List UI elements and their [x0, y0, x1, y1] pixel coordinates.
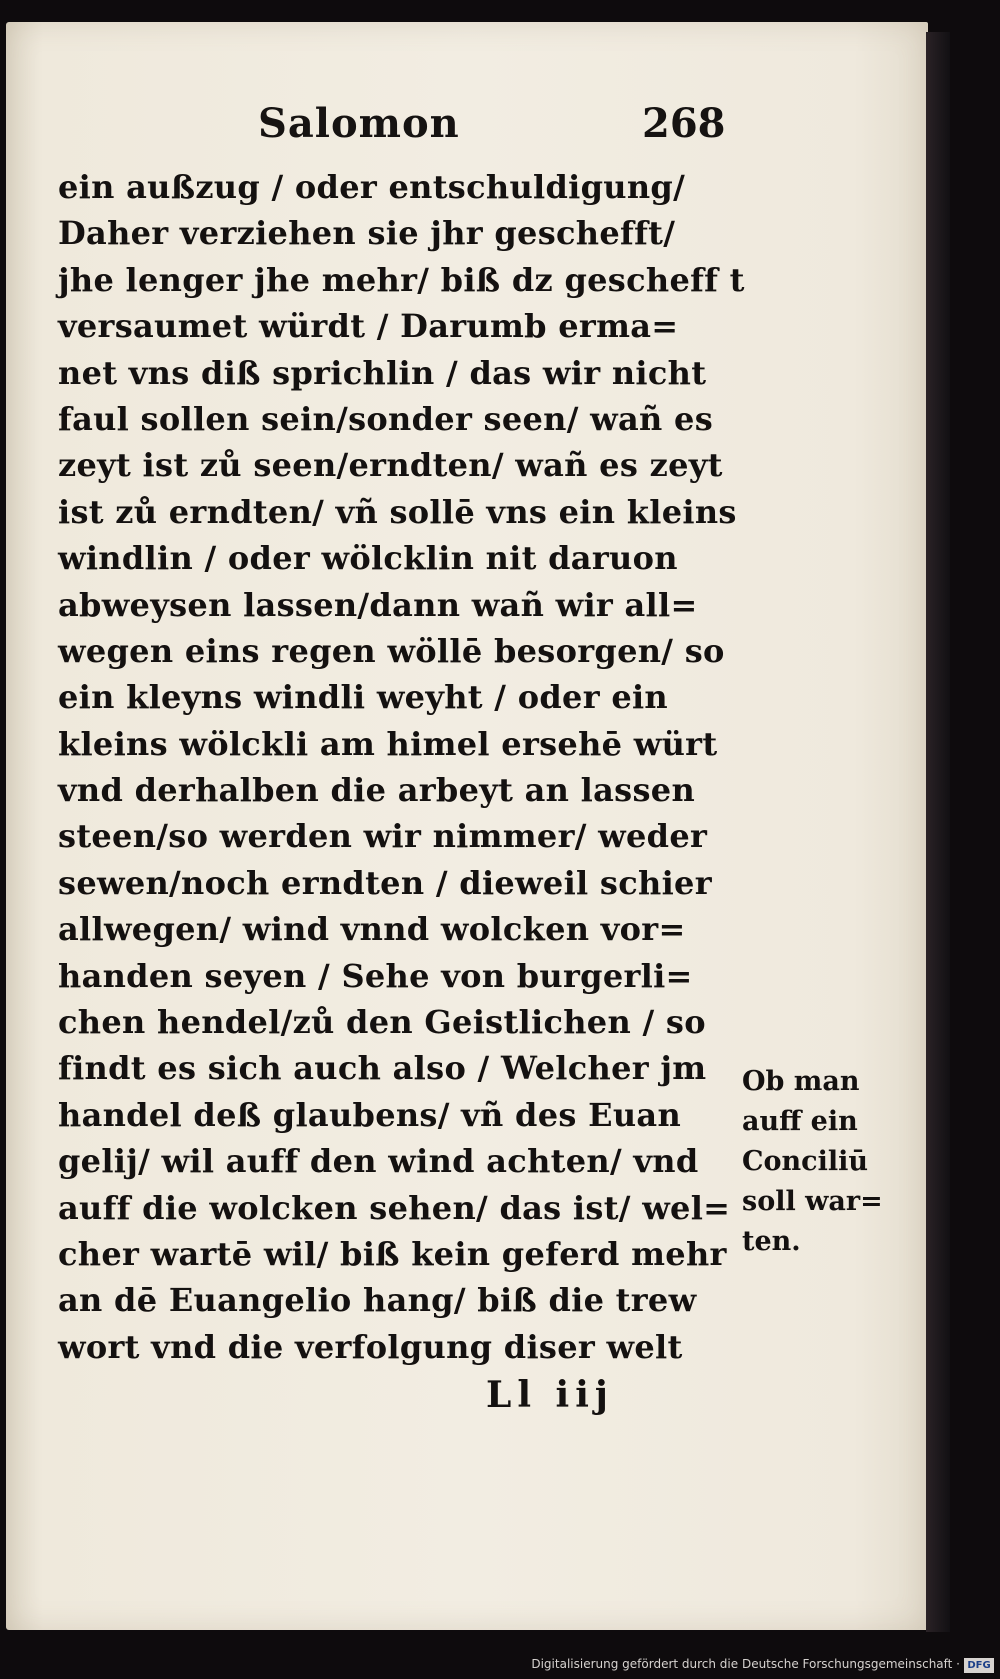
text-line: jhe lenger jhe mehr/ biß dz gescheff t: [58, 260, 745, 299]
text-line: steen/so werden wir nimmer/ weder: [58, 817, 708, 856]
text-line: abweysen lassen/dann wañ wir all=: [58, 585, 698, 624]
text-line: chen hendel/zů den Geistlichen / so: [58, 1003, 706, 1042]
page-number: 268: [642, 100, 726, 147]
text-line: ein außzug / oder entschuldigung/: [58, 168, 686, 206]
marginal-note-line: ten.: [742, 1226, 801, 1257]
body-text: [58, 164, 745, 1370]
marginal-note-line: auff ein: [742, 1106, 858, 1137]
text-line: findt es sich auch also / Welcher jm: [58, 1049, 707, 1088]
marginal-note: [742, 1062, 892, 1262]
page-header: [258, 100, 728, 160]
footer-credit: Digitalisierung gefördert durch die Deutsche Forschungsgemeinschaft ·: [531, 1657, 960, 1671]
text-line: versaumet würdt / Darumb erma=: [58, 307, 679, 346]
text-line: wegen eins regen wöllē besorgen/ so: [58, 631, 725, 670]
signature-mark: Ll iij: [486, 1374, 614, 1416]
text-line: allwegen/ wind vnnd wolcken vor=: [58, 910, 686, 949]
text-line: zeyt ist zů seen/erndten/ wañ es zeyt: [58, 446, 723, 485]
marginal-note-line: soll war=: [742, 1186, 883, 1217]
text-line: auff die wolcken sehen/ das ist/ wel=: [58, 1188, 731, 1227]
text-line: ein kleyns windli weyht / oder ein: [58, 678, 668, 717]
text-line: ist zů erndten/ vñ sollē vns ein kleins: [58, 492, 737, 531]
text-line: wort vnd die verfolgung diser welt: [58, 1327, 683, 1366]
text-line: cher wartē wil/ biß kein geferd mehr: [58, 1234, 727, 1273]
text-line: gelij/ wil auff den wind achten/ vnd: [58, 1142, 699, 1181]
text-line: an dē Euangelio hang/ biß die trew: [58, 1281, 697, 1320]
page-edge-shadow: [926, 32, 950, 1632]
marginal-note-line: Ob man: [742, 1066, 860, 1097]
text-line: sewen/noch erndten / dieweil schier: [58, 863, 712, 902]
text-line: faul sollen sein/sonder seen/ wañ es: [58, 399, 714, 438]
text-line: handel deß glaubens/ vñ des Euan: [58, 1095, 682, 1134]
text-line: net vns diß sprichlin / das wir nicht: [58, 353, 707, 392]
footer-bar: [0, 1654, 1000, 1679]
running-head: Salomon: [258, 100, 460, 147]
text-line: Daher verziehen sie jhr geschefft/: [58, 214, 676, 253]
text-line: windlin / oder wölcklin nit daruon: [58, 539, 678, 578]
text-line: handen seyen / Sehe von burgerli=: [58, 956, 693, 995]
text-line: kleins wölckli am himel ersehē würt: [58, 724, 718, 763]
text-line: vnd derhalben die arbeyt an lassen: [58, 771, 696, 810]
marginal-note-line: Conciliū: [742, 1146, 868, 1177]
dfg-logo-icon: DFG: [964, 1658, 994, 1673]
